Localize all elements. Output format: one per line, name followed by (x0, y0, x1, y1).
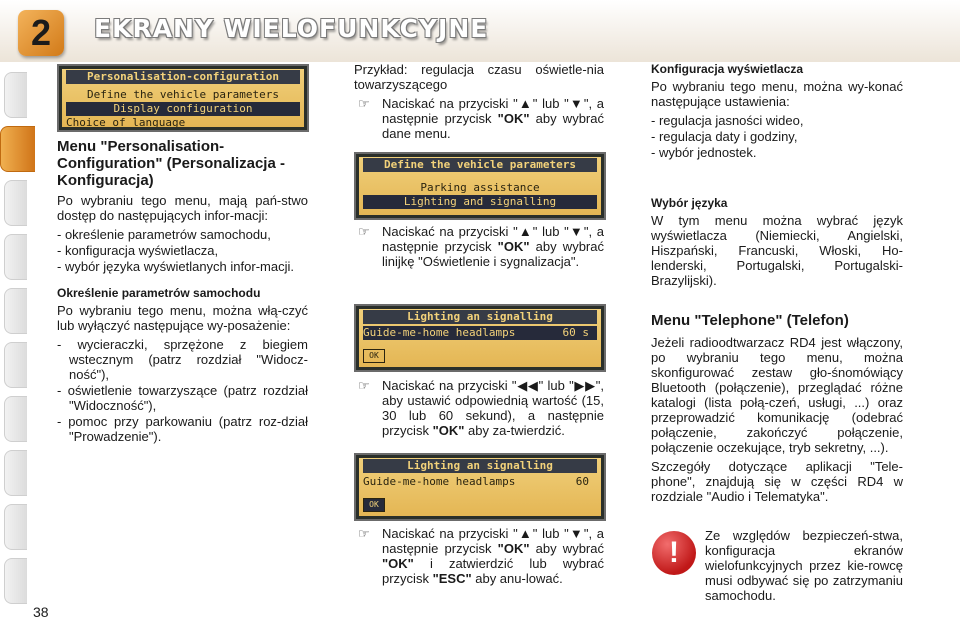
up-arrow-icon: ▲ (517, 96, 533, 111)
esc-label: "ESC" (432, 571, 472, 586)
middle-column-step3 (354, 378, 604, 442)
section-text: Po wybraniu tego menu, można włą-czyć lub wyłączyć następujące wy-posażenie: (57, 303, 308, 333)
info-list (57, 227, 308, 274)
forward-arrow-icon: ▶▶ (573, 378, 596, 393)
settings-list (651, 113, 903, 160)
screen-title: Personalisation-configuration (66, 70, 300, 84)
display-config-heading: Konfiguracja wyświetlacza (651, 62, 804, 76)
telephone-details-text: Szczegóły dotyczące aplikacji "Tele-phone", znajdują się w części RD4 w rozdziale "Audio i Telematyka". (651, 459, 903, 504)
screen-personalisation-menu (57, 64, 309, 132)
screen-lighting-signalling (354, 304, 606, 372)
instruction-step-2: ☞ Naciskać na przyciski "▲" lub "▼", a następnie przycisk "OK" aby wybrać linijkę "Oświetlenie i sygnalizacja". (358, 224, 604, 269)
chapter-tab-10[interactable] (4, 558, 27, 604)
up-arrow-icon: ▲ (517, 224, 533, 239)
language-text: W tym menu można wybrać język wyświetlacza (Niemiecki, Angielski, Hiszpański, Francuski, Włoski, Ho-lenderski, Portugalski, Portugalski-Brazylijski). (651, 213, 903, 288)
pointing-hand-icon: ☞ (358, 378, 370, 393)
down-arrow-icon: ▼ (568, 96, 584, 111)
up-arrow-icon: ▲ (517, 526, 533, 541)
screen-item-selected: Lighting and signalling (363, 195, 597, 209)
display-config-text: Po wybraniu tego menu, można wy-konać następujące ustawienia: (651, 79, 903, 109)
list-item: - regulacja daty i godziny, (651, 129, 903, 144)
instruction-step-4: ☞ Naciskać na przyciski "▲" lub "▼", a następnie przycisk "OK" aby wybrać "OK" i zatwierdzić lub wybrać przycisk "ESC" aby anu-lować. (358, 526, 604, 586)
chapter-tab-3[interactable] (4, 180, 27, 226)
middle-column-top (354, 62, 604, 145)
list-item: - wybór języka wyświetlanych infor-macji. (57, 259, 308, 274)
chapter-tab-8[interactable] (4, 450, 27, 496)
screen-title: Lighting an signalling (363, 310, 597, 324)
list-item: - wybór jednostek. (651, 145, 903, 160)
warning-text: Ze względów bezpieczeń-stwa, konfiguracja ekranów wielofunkcyjnych przez kie-rowcę musi odbywać się po zatrzymaniu samochodu. (705, 528, 903, 603)
language-heading: Wybór języka (651, 196, 728, 210)
pointing-hand-icon: ☞ (358, 526, 370, 541)
ok-label: "OK" (497, 541, 530, 556)
page-header (0, 0, 960, 62)
screen-ok-button-selected: OK (363, 498, 385, 512)
right-column-top (651, 62, 903, 164)
screen-item-selected: Display configuration (66, 102, 300, 116)
duration-value: 60 s (562, 326, 589, 339)
chapter-tab-6[interactable] (4, 342, 27, 388)
chapter-tab-2-active[interactable] (0, 126, 35, 172)
page-number: 38 (33, 604, 49, 620)
screen-item (363, 475, 597, 489)
ok-label: "OK" (497, 239, 530, 254)
page-title: EKRANY WIELOFUNKCYJNE (94, 14, 489, 43)
equipment-list (57, 337, 308, 444)
instruction-step-1: ☞ Naciskać na przyciski "▲" lub "▼", a następnie przycisk "OK" aby wybrać dane menu. (358, 96, 604, 141)
duration-value: 60 (575, 475, 589, 488)
down-arrow-icon: ▼ (568, 224, 584, 239)
screen-title: Lighting an signalling (363, 459, 597, 473)
warning-exclamation-icon: ! (652, 531, 696, 575)
right-column-telephone (651, 312, 903, 508)
chapter-badge (18, 10, 64, 56)
pointing-hand-icon: ☞ (358, 96, 370, 111)
pointing-hand-icon: ☞ (358, 224, 370, 239)
screen-item: Define the vehicle parameters (86, 88, 280, 101)
list-item: - regulacja jasności wideo, (651, 113, 903, 128)
chapter-tab-9[interactable] (4, 504, 27, 550)
ok-label: "OK" (432, 423, 465, 438)
ok-label: "OK" (382, 556, 414, 571)
menu-heading: Menu "Personalisation-Configuration" (Personalizacja - Konfiguracja) (57, 138, 285, 189)
list-item: - określenie parametrów samochodu, (57, 227, 308, 242)
down-arrow-icon: ▼ (568, 526, 584, 541)
list-item: - pomoc przy parkowaniu (patrz roz-dział "Prowadzenie"). (57, 414, 308, 444)
rewind-arrow-icon: ◀◀ (516, 378, 539, 393)
left-column (57, 138, 308, 448)
chapter-tab-5[interactable] (4, 288, 27, 334)
chapter-number: 2 (30, 12, 52, 53)
screen-item: Choice of language (66, 116, 186, 127)
right-column-language (651, 196, 903, 292)
list-item: - wycieraczki, sprzężone z biegiem wstecznym (patrz rozdział "Widocz-ność"), (57, 337, 308, 382)
screen-title: Define the vehicle parameters (363, 158, 597, 172)
section-heading: Określenie parametrów samochodu (57, 286, 261, 300)
telephone-heading: Menu "Telephone" (Telefon) (651, 312, 849, 329)
guide-me-home-label: Guide-me-home headlamps (363, 326, 516, 339)
guide-me-home-label: Guide-me-home headlamps (363, 475, 516, 488)
screen-item-selected (363, 326, 597, 340)
screen-lighting-confirm (354, 453, 606, 521)
list-item: - oświetlenie towarzyszące (patrz rozdział "Widoczność"), (57, 383, 308, 413)
list-item: - konfiguracja wyświetlacza, (57, 243, 308, 258)
example-text: Przykład: regulacja czasu oświetle-nia towarzyszącego (354, 62, 604, 92)
chapter-tab-1[interactable] (4, 72, 27, 118)
screen-item: Parking assistance (420, 181, 540, 194)
screen-vehicle-parameters (354, 152, 606, 220)
safety-warning (705, 528, 903, 607)
instruction-step-3: ☞ Naciskać na przyciski "◀◀" lub "▶▶", aby ustawić odpowiednią wartość (15, 30 lub 60 sekund), a następnie przycisk "OK" aby za-twierdzić. (358, 378, 605, 438)
intro-text: Po wybraniu tego menu, mają pań-stwo dostęp do następujących infor-macji: (57, 193, 308, 223)
screen-ok-button: OK (363, 349, 385, 363)
chapter-tab-7[interactable] (4, 396, 27, 442)
chapter-tabs (0, 62, 26, 622)
chapter-tab-4[interactable] (4, 234, 27, 280)
middle-column-step2 (354, 224, 604, 273)
telephone-text: Jeżeli radioodtwarzacz RD4 jest włączony, po wybraniu tego menu, można skonfigurować zestaw gło-śnomówiący Bluetooth (połączenie), przeglądać różne katalogi (lista połą-czeń, usługi, ...) oraz przeprowadzić komunikację (odebrać połączenie, zakończyć połączenie, połączenie oczekujące, tryb sekretny, ...). (651, 335, 903, 455)
ok-label: "OK" (497, 111, 530, 126)
middle-column-step4 (354, 526, 604, 590)
